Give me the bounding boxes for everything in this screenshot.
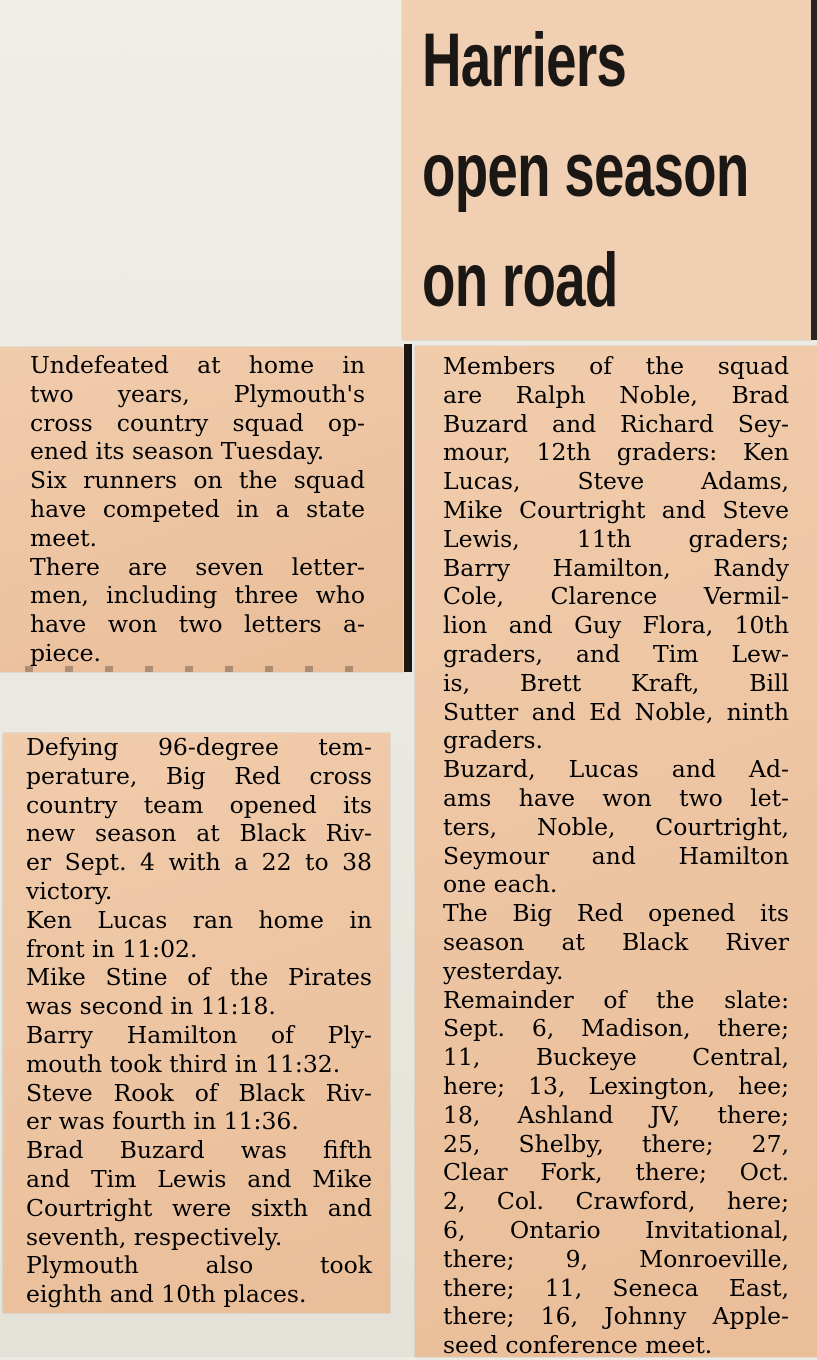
column-rule (811, 0, 817, 340)
text-line: perature, Big Red cross (26, 761, 372, 790)
text-line: Lewis, 11th graders; (443, 524, 789, 553)
text-line: there; 9, Monroeville, (443, 1244, 789, 1273)
text-line: mour, 12th graders: Ken (443, 438, 789, 467)
text-line: Lucas, Steve Adams, (443, 467, 789, 496)
text-line: Clear Fork, there; Oct. (443, 1158, 789, 1187)
text-line: Steve Rook of Black Riv- (26, 1078, 372, 1107)
text-line: Ken Lucas ran home in (26, 905, 372, 934)
headline-line: on road (422, 238, 618, 323)
text-line: mouth took third in 11:32. (26, 1049, 341, 1078)
text-line: here; 13, Lexington, hee; (443, 1071, 789, 1100)
headline-line: open season (422, 128, 749, 213)
article-text (26, 733, 372, 1309)
column-rule (404, 344, 412, 672)
text-line: Cole, Clarence Vermil- (443, 582, 789, 611)
text-line: have competed in a state (30, 494, 365, 523)
text-line: Plymouth also took (26, 1251, 372, 1280)
text-line: one each. (443, 870, 558, 899)
article-text (30, 351, 365, 668)
text-line: Mike Stine of the Pirates (26, 963, 372, 992)
text-line: cross country squad op- (30, 408, 365, 437)
article-text (443, 352, 789, 1360)
text-line: Six runners on the squad (30, 466, 365, 495)
text-line: season at Black River (443, 927, 789, 956)
text-line: graders. (443, 726, 544, 755)
headline (422, 6, 796, 336)
text-line: Courtright were sixth and (26, 1193, 372, 1222)
text-line: Defying 96-degree tem- (26, 733, 372, 761)
text-line: Buzard, Lucas and Ad- (443, 755, 789, 784)
text-line: new season at Black Riv- (26, 819, 372, 848)
text-line: is, Brett Kraft, Bill (443, 668, 789, 697)
text-line: was second in 11:18. (26, 992, 276, 1021)
text-line: there; 11, Seneca East, (443, 1273, 789, 1302)
text-line: ened its season Tuesday. (30, 437, 325, 466)
text-line: piece. (30, 638, 102, 667)
text-line: Seymour and Hamilton (443, 841, 789, 870)
headline-line: Harriers (422, 18, 627, 103)
text-line: 18, Ashland JV, there; (443, 1100, 789, 1129)
text-line: 11, Buckeye Central, (443, 1043, 789, 1072)
text-line: Mike Courtright and Steve (443, 495, 789, 524)
text-line: and Tim Lewis and Mike (26, 1164, 372, 1193)
text-line: Barry Hamilton, Randy (443, 553, 789, 582)
text-line: Remainder of the slate: (443, 985, 789, 1014)
text-line: 25, Shelby, there; 27, (443, 1129, 789, 1158)
text-line: victory. (26, 876, 113, 905)
text-line: There are seven letter- (30, 552, 365, 581)
text-line: are Ralph Noble, Brad (443, 380, 789, 409)
text-line: Members of the squad (443, 352, 789, 380)
text-line: there; 16, Johnny Apple- (443, 1302, 789, 1331)
text-line: er was fourth in 11:36. (26, 1107, 299, 1136)
text-line: 2, Col. Crawford, here; (443, 1187, 789, 1216)
text-line: Brad Buzard was fifth (26, 1136, 372, 1165)
text-line: er Sept. 4 with a 22 to 38 (26, 848, 372, 877)
text-line: The Big Red opened its (443, 899, 789, 928)
headline-clipping (402, 0, 813, 340)
text-line: men, including three who (30, 581, 365, 610)
text-line: seed conference meet. (443, 1331, 713, 1360)
text-line: yesterday. (443, 956, 564, 985)
text-line: eighth and 10th places. (26, 1280, 307, 1309)
text-line: graders, and Tim Lew- (443, 639, 789, 668)
text-line: have won two letters a- (30, 610, 365, 639)
text-line: Barry Hamilton of Ply- (26, 1020, 372, 1049)
text-line: 6, Ontario Invitational, (443, 1215, 789, 1244)
text-line: Buzard and Richard Sey- (443, 409, 789, 438)
text-line: Sept. 6, Madison, there; (443, 1014, 789, 1043)
text-line: front in 11:02. (26, 934, 198, 963)
text-line: Undefeated at home in (30, 351, 365, 379)
text-line: country team opened its (26, 790, 372, 819)
text-line: ters, Noble, Courtright, (443, 812, 789, 841)
text-line: ams have won two let- (443, 783, 789, 812)
text-line: seventh, respectively. (26, 1222, 283, 1251)
text-line: lion and Guy Flora, 10th (443, 611, 789, 640)
text-line: Sutter and Ed Noble, ninth (443, 697, 789, 726)
text-line: two years, Plymouth's (30, 379, 365, 408)
text-line: meet. (30, 523, 98, 552)
